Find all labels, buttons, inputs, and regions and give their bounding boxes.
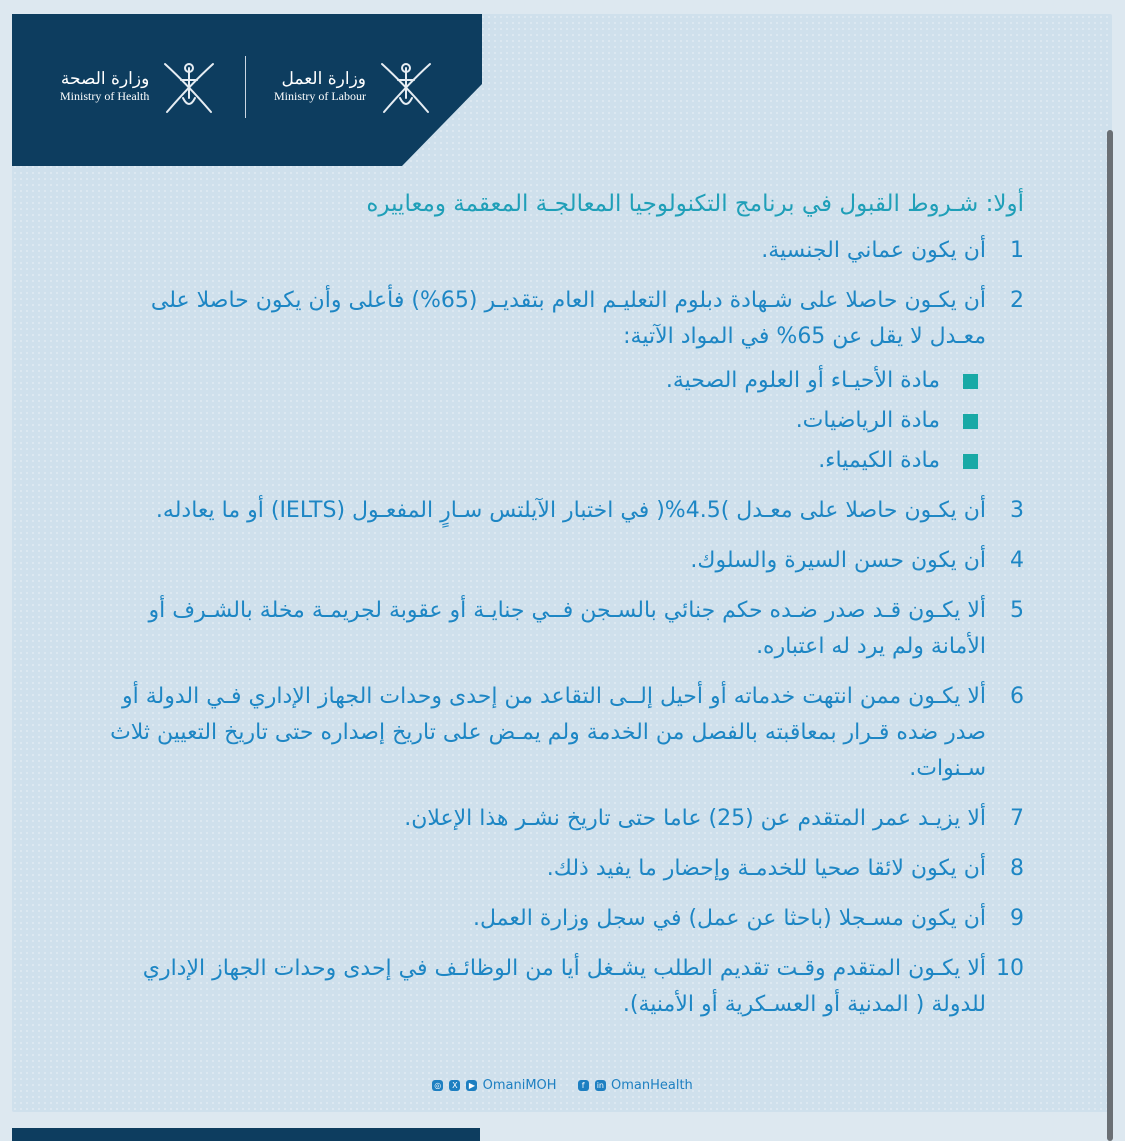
logo-divider bbox=[245, 56, 246, 118]
instagram-icon: ◎ bbox=[432, 1080, 443, 1091]
condition-item: 2 أن يكـون حاصلا على شـهادة دبلوم التعليـم العام بتقديـر (65%) فأعلى وأن يكون حاصلا على معـدل لا يقل عن 65% في المواد الآتية: مادة الأحيـاء أو العلوم الصحية. مادة الرياضيات. مادة الكيمياء. bbox=[92, 283, 1024, 479]
khanjar-emblem-icon bbox=[374, 54, 438, 118]
bullet-square-icon bbox=[963, 454, 978, 469]
labour-en-name: Ministry of Labour bbox=[274, 88, 366, 103]
document-card bbox=[12, 14, 1112, 1112]
health-en-name: Ministry of Health bbox=[60, 88, 150, 103]
section-title: أولا: شـروط القبول في برنامج التكنولوجيا المعالجـة المعقمة ومعاييره bbox=[366, 191, 1024, 217]
subject-item: مادة الرياضيات. bbox=[92, 403, 986, 439]
ministry-of-labour-logo bbox=[274, 54, 438, 118]
subjects-list bbox=[92, 363, 986, 479]
facebook-icon: f bbox=[578, 1080, 589, 1091]
labour-ar-name: وزارة العمل bbox=[281, 68, 366, 89]
condition-item: 3 أن يكـون حاصلا على معـدل )4.5%( في اختبار الآيلتس سـارٍ المفعـول (IELTS) أو ما يعادله. bbox=[155, 498, 1024, 523]
social-handle-omanhealth: OmanHealth bbox=[610, 1078, 693, 1093]
ministry-of-health-logo bbox=[60, 54, 221, 118]
bullet-square-icon bbox=[963, 374, 978, 389]
social-footer bbox=[12, 1078, 1112, 1093]
condition-item: 1 أن يكون عماني الجنسية. bbox=[761, 238, 1024, 263]
health-ar-name: وزارة الصحة bbox=[60, 68, 150, 89]
linkedin-icon: in bbox=[596, 1081, 604, 1090]
condition-item: 7 ألا يزيـد عمر المتقدم عن (25) عاما حتى تاريخ نشـر هذا الإعلان. bbox=[404, 806, 1024, 831]
x-icon: X bbox=[449, 1080, 460, 1091]
subject-item: مادة الكيمياء. bbox=[92, 443, 986, 479]
condition-item: 9 أن يكون مسـجلا (باحثا عن عمل) في سجل وزارة العمل. bbox=[473, 906, 1024, 931]
bullet-square-icon bbox=[963, 414, 978, 429]
condition-item: 10 ألا يكـون المتقدم وقـت تقديم الطلب يشـغل أيا من الوظائـف في إحدى وحدات الجهاز الإداري للدولة ( المدنية أو العسـكرية أو الأمنية). bbox=[142, 956, 1024, 1017]
youtube-icon: ▶ bbox=[466, 1080, 477, 1091]
conditions-content bbox=[92, 189, 1024, 1037]
scrollbar[interactable] bbox=[1107, 130, 1113, 1141]
social-handle-omanimoh: OmaniMOH bbox=[482, 1078, 557, 1093]
condition-item: 8 أن يكون لائقا صحيا للخدمـة وإحضار ما يفيد ذلك. bbox=[546, 856, 1024, 881]
subject-item: مادة الأحيـاء أو العلوم الصحية. bbox=[92, 363, 986, 399]
conditions-list bbox=[92, 233, 1024, 1023]
condition-item: 5 ألا يكـون قـد صدر ضـده حكم جنائي بالسـجن فــي جنايـة أو عقوبة لجريمـة مخلة بالشـرف أو الأمانة ولم يرد له اعتباره. bbox=[148, 598, 1024, 659]
next-page-header-band bbox=[12, 1128, 480, 1141]
khanjar-emblem-icon bbox=[157, 54, 221, 118]
condition-item: 6 ألا يكـون ممن انتهت خدماته أو أحيل إلــى التقاعد من إحدى وحدات الجهاز الإداري فـي الدولة أو صدر ضده قـرار بمعاقبته بالفصل من الخدمة ولم يمـض على تاريخ إصداره حتى تاريخ التعيين ثلاث سـنوات. bbox=[110, 684, 1024, 781]
condition-item: 4 أن يكون حسن السيرة والسلوك. bbox=[690, 548, 1024, 573]
